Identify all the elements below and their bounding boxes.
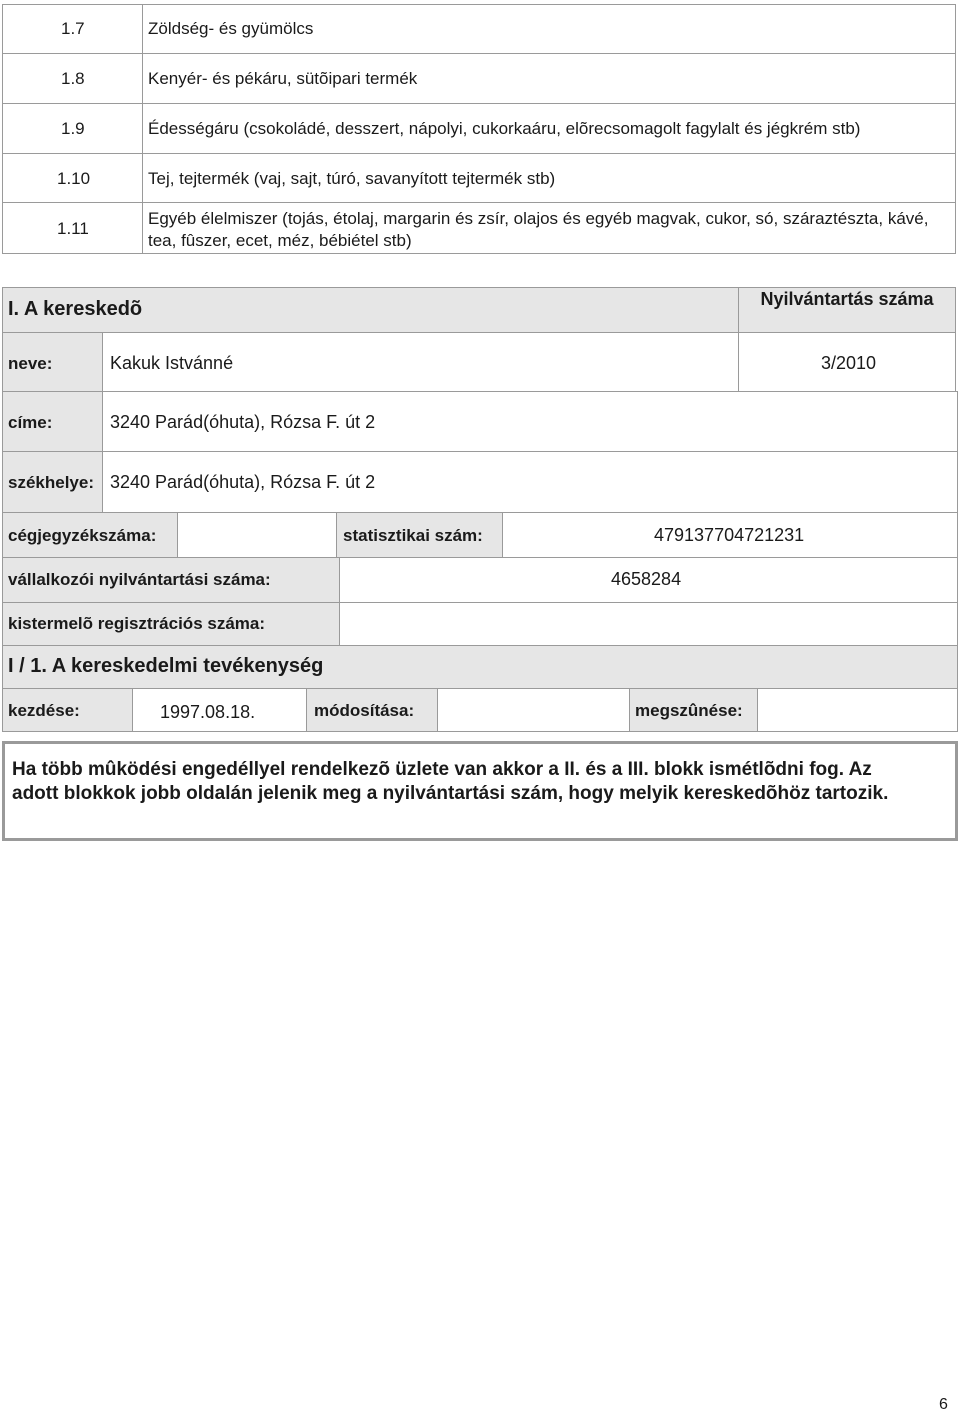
address-label: címe: <box>8 413 53 432</box>
start-label: kezdése: <box>8 701 80 720</box>
address-value: 3240 Parád(óhuta), Rózsa F. út 2 <box>110 412 376 432</box>
modification-field <box>437 688 630 732</box>
stat-label: statisztikai szám: <box>343 526 483 545</box>
company-reg-field <box>177 512 337 558</box>
modification-label: módosítása: <box>314 701 415 720</box>
entrepreneur-label: vállalkozói nyilvántartási száma: <box>8 570 271 589</box>
stat-value: 479137704721231 <box>654 525 805 545</box>
item-text: Zöldség- és gyümölcs <box>148 19 314 38</box>
company-reg-label: cégjegyzékszáma: <box>8 526 157 545</box>
entrepreneur-value: 4658284 <box>611 569 682 589</box>
trader-heading: I. A kereskedõ <box>8 298 143 320</box>
end-field <box>757 688 958 732</box>
item-number: 1.10 <box>57 169 91 188</box>
end-label: megszûnése: <box>635 701 743 720</box>
item-number: 1.11 <box>57 219 89 238</box>
item-text: Kenyér- és pékáru, sütõipari termék <box>148 69 418 88</box>
notice-box <box>2 741 958 841</box>
item-text: Tej, tejtermék (vaj, sajt, túró, savanyított tejtermék stb) <box>148 169 556 188</box>
item-text: Édességáru (csokoládé, desszert, nápolyi, cukorkaáru, elõrecsomagolt fagylalt és jégkrém stb) <box>148 119 861 138</box>
name-label: neve: <box>8 354 53 373</box>
seat-label: székhelye: <box>8 473 94 492</box>
notice-text: Ha több mûködési engedéllyel rendelkezõ üzlete van akkor a II. és a III. blokk ismétlõdni fog. Az adott blokkok jobb oldalán jelenik meg a nyilvántartási szám, hogy melyik kereskedõhöz tartozik. <box>12 759 889 804</box>
name-value: Kakuk Istvánné <box>110 353 234 373</box>
registry-number: 3/2010 <box>821 353 877 373</box>
item-text: Egyéb élelmiszer (tojás, étolaj, margarin és zsír, olajos és egyéb magvak, cukor, só, száraztészta, kávé, tea, fûszer, ecet, méz, bébiétel stb) <box>148 209 929 250</box>
farmer-field <box>339 602 958 646</box>
item-number: 1.9 <box>61 119 85 138</box>
item-number: 1.7 <box>61 19 85 38</box>
page-number: 6 <box>939 1396 948 1413</box>
farmer-label: kistermelõ regisztrációs száma: <box>8 614 266 633</box>
registry-header: Nyilvántartás száma <box>760 289 934 309</box>
item-number: 1.8 <box>61 69 85 88</box>
start-value: 1997.08.18. <box>160 702 256 722</box>
activity-heading: I / 1. A kereskedelmi tevékenység <box>8 655 324 677</box>
seat-value: 3240 Parád(óhuta), Rózsa F. út 2 <box>110 472 376 492</box>
